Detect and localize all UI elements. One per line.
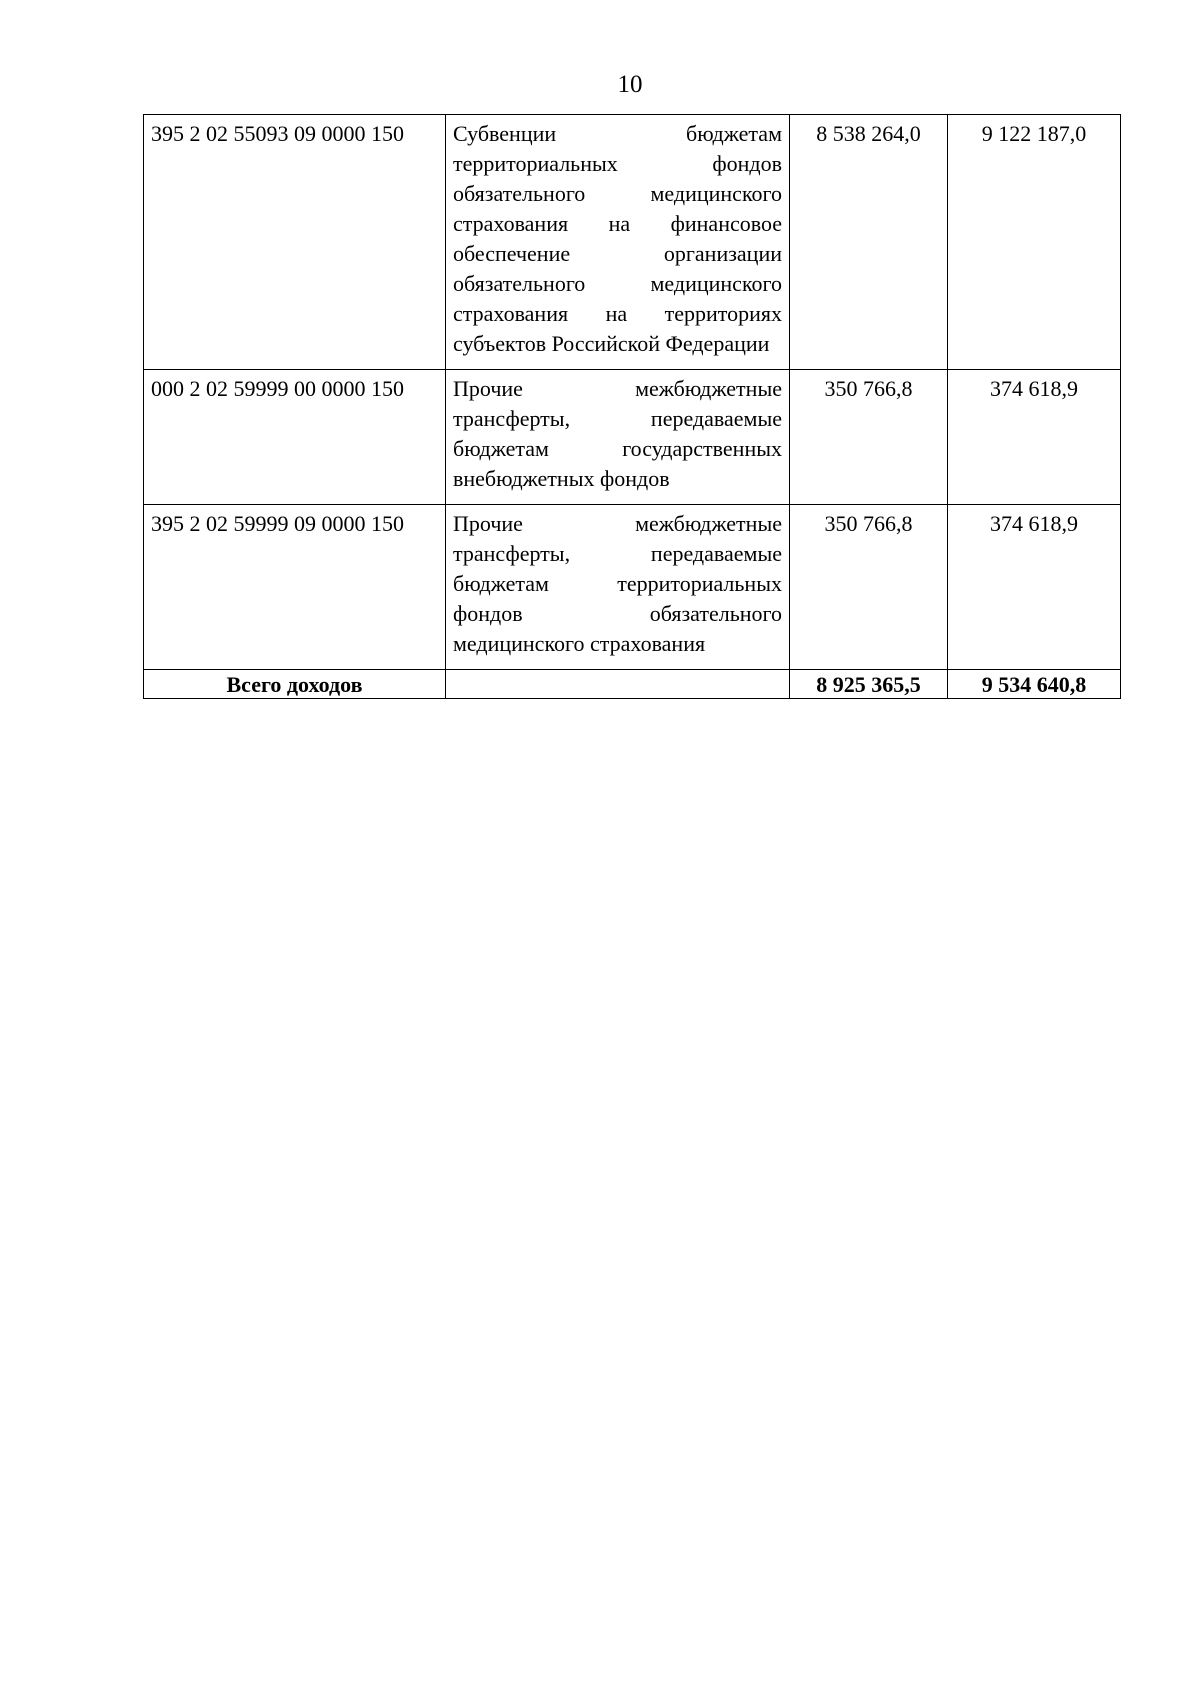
table-row (144, 505, 1121, 670)
total-amount-1: 8 925 365,5 (790, 670, 948, 699)
amount-cell-2: 374 618,9 (948, 370, 1121, 505)
description-cell: Субвенции бюджетам территориальных фондов обязательного медицинского страхования на финансовое обеспечение организации обязательного медицинского страхования на территориях субъектов Российской Федерации (446, 115, 790, 370)
budget-code-cell: 395 2 02 55093 09 0000 150 (144, 115, 446, 370)
amount-cell-2: 9 122 187,0 (948, 115, 1121, 370)
table-row (144, 115, 1121, 370)
amount-cell-2: 374 618,9 (948, 505, 1121, 670)
table-row (144, 370, 1121, 505)
amount-cell-1: 350 766,8 (790, 370, 948, 505)
total-amount-2: 9 534 640,8 (948, 670, 1121, 699)
description-cell: Прочие межбюджетные трансферты, передаваемые бюджетам государственных внебюджетных фондов (446, 370, 790, 505)
description-cell: Прочие межбюджетные трансферты, передаваемые бюджетам территориальных фондов обязательного медицинского страхования (446, 505, 790, 670)
total-description-empty (446, 670, 790, 699)
budget-code-cell: 395 2 02 59999 09 0000 150 (144, 505, 446, 670)
page-number: 10 (617, 71, 643, 98)
amount-cell-1: 350 766,8 (790, 505, 948, 670)
total-label: Всего доходов (144, 670, 446, 699)
total-row (144, 670, 1121, 699)
amount-cell-1: 8 538 264,0 (790, 115, 948, 370)
income-table (143, 114, 1121, 699)
budget-code-cell: 000 2 02 59999 00 0000 150 (144, 370, 446, 505)
